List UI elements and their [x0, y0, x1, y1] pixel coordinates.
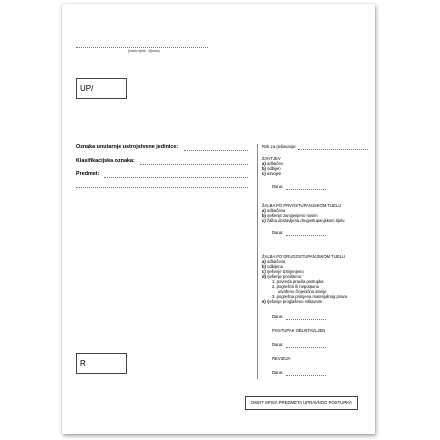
date-label: Dana:	[272, 370, 284, 375]
request-heading: ZAHTJEV	[262, 156, 281, 161]
second-appeal-item: a) odbačena	[262, 259, 286, 264]
second-appeal-item: b) odbijena	[262, 264, 283, 269]
date-line	[286, 319, 326, 320]
second-appeal-item: e) rješenje proglašeno ništavnim	[262, 299, 323, 304]
subject-label: Predmet:	[76, 171, 100, 177]
up-box	[76, 78, 127, 99]
unit-label: Oznaka unutarnje ustrojstvene jedinice:	[76, 144, 179, 150]
classification-line	[140, 164, 248, 165]
file-cover-box	[245, 396, 358, 410]
date-line	[286, 189, 326, 190]
request-item: c) usvojen	[262, 171, 282, 176]
discontinued-heading: POSTUPAK OBUSTAVLJEN	[272, 328, 326, 333]
sub-item: 3. pogrešna primjena materijalnog prava	[272, 294, 347, 299]
date-label: Dana:	[272, 184, 284, 189]
date-label: Dana:	[272, 314, 284, 319]
date-line	[286, 235, 326, 236]
date-label: Dana:	[272, 230, 284, 235]
classification-label: Klasifikacijska oznaka:	[76, 158, 135, 164]
first-appeal-item: b) rješenje zamijenjeno novim	[262, 213, 318, 218]
document-sheet	[62, 4, 375, 434]
sub-item: 1. povreda pravila postupka	[272, 279, 324, 284]
subject-line	[104, 177, 248, 178]
second-appeal-item: d) rješenje poništeno:	[262, 274, 303, 279]
sub-item: 2. pogrešno ili nepotpuno	[272, 284, 320, 289]
date-line	[286, 347, 326, 348]
date-label: Dana:	[272, 342, 284, 347]
first-appeal-item: c) žalba dostavljena drugostupanjskom tijelu	[262, 218, 345, 223]
second-appeal-heading: ŽALBA PO DRUGOSTUPANJSKOM TIJELU	[262, 254, 346, 259]
up-label: UP/	[80, 84, 94, 93]
unit-line	[184, 150, 248, 151]
second-appeal-item: c) rješenje izmijenjeno	[262, 269, 304, 274]
date-line	[286, 375, 326, 376]
r-box	[76, 353, 127, 374]
column-divider	[257, 144, 258, 379]
first-appeal-heading: ŽALBA PO PRVOSTUPANJSKOM TIJELU	[262, 203, 342, 208]
subject-line-2	[76, 187, 248, 188]
deadline-label: Rok za rješavanje:	[262, 144, 297, 149]
request-item: b) odbijen	[262, 166, 281, 171]
authority-caption: (Naziv tijela - Mjesto)	[128, 49, 160, 53]
request-item: a) odbačen	[262, 161, 283, 166]
deadline-line	[298, 149, 368, 150]
revision-heading: REVIZIJA	[272, 356, 291, 361]
r-label: R	[80, 359, 86, 368]
right-panel	[262, 144, 372, 374]
file-cover-title: OMOT SPISA PREDMETA UPRAVNOG POSTUPKA	[251, 400, 352, 405]
first-appeal-item: a) odbačena	[262, 208, 286, 213]
authority-line	[76, 47, 208, 48]
sub-item: utvrđeno činjenično stanje	[278, 289, 327, 294]
